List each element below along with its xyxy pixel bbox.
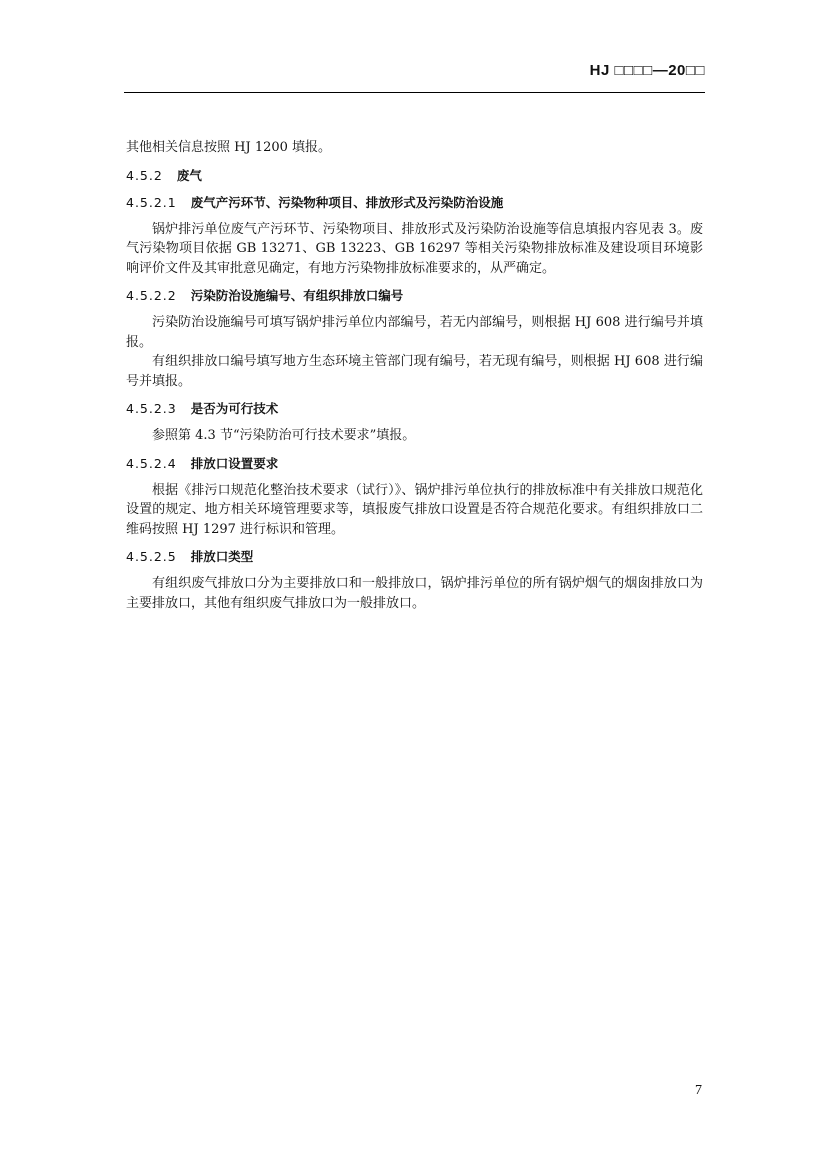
paragraph-intro: 其他相关信息按照 HJ 1200 填报。 <box>126 140 332 155</box>
section-title: 排放口类型 <box>190 549 254 564</box>
paragraph-facility-numbering: 污染防治设施编号可填写锅炉排污单位内部编号，若无内部编号，则根据 HJ 608 进行编号并填报。 <box>126 315 703 350</box>
section-number: 4.5.2.4 <box>126 455 177 471</box>
paragraph-emission-items: 锅炉排污单位废气产污环节、污染物项目、排放形式及污染防治设施等信息填报内容见表 3。废气污染物项目依据 GB 13271、GB 13223、GB 16297 等相关污染物排放标准及建设项目环境影响评价文件及其审批意见确定，有地方污染物排放标准要求的，从严确定。 <box>126 221 703 276</box>
section-heading-4-5-2-2 <box>126 286 703 305</box>
section-title: 是否为可行技术 <box>190 401 279 416</box>
section-heading-4-5-2-1 <box>126 193 703 212</box>
paragraph-outlet-requirements: 根据《排污口规范化整治技术要求（试行）》、锅炉排污单位执行的排放标准中有关排放口规范化设置的规定、地方相关环境管理要求等，填报废气排放口设置是否符合规范化要求。有组织排放口二维码按照 HJ 1297 进行标识和管理。 <box>126 482 703 537</box>
paragraph-outlet-numbering: 有组织排放口编号填写地方生态环境主管部门现有编号，若无现有编号，则根据 HJ 608 进行编号并填报。 <box>126 354 703 389</box>
section-title: 废气 <box>176 167 202 183</box>
section-number: 4.5.2.3 <box>126 401 177 416</box>
paragraph-outlet-types: 有组织废气排放口分为主要排放口和一般排放口，锅炉排污单位的所有锅炉烟气的烟囱排放口为主要排放口，其他有组织废气排放口为一般排放口。 <box>126 576 703 611</box>
header-rule <box>124 92 705 93</box>
paragraph-feasible-technology: 参照第 4.3 节“污染防治可行技术要求”填报。 <box>152 428 416 443</box>
section-heading-4-5-2-3 <box>126 399 703 418</box>
section-title: 排放口设置要求 <box>190 455 279 471</box>
document-body <box>126 138 703 613</box>
section-heading-4-5-2-5 <box>126 547 703 566</box>
standard-code: HJ □□□□—20□□ <box>589 62 705 79</box>
page-number: 7 <box>695 1083 702 1098</box>
section-title: 污染防治设施编号、有组织排放口编号 <box>190 288 404 303</box>
section-number: 4.5.2.2 <box>126 288 177 303</box>
section-heading-4-5-2 <box>126 166 703 185</box>
section-number: 4.5.2.1 <box>126 194 177 210</box>
section-heading-4-5-2-4 <box>126 454 703 473</box>
section-number: 4.5.2 <box>126 167 163 183</box>
section-number: 4.5.2.5 <box>126 549 177 564</box>
section-title: 废气产污环节、污染物种项目、排放形式及污染防治设施 <box>190 194 504 210</box>
